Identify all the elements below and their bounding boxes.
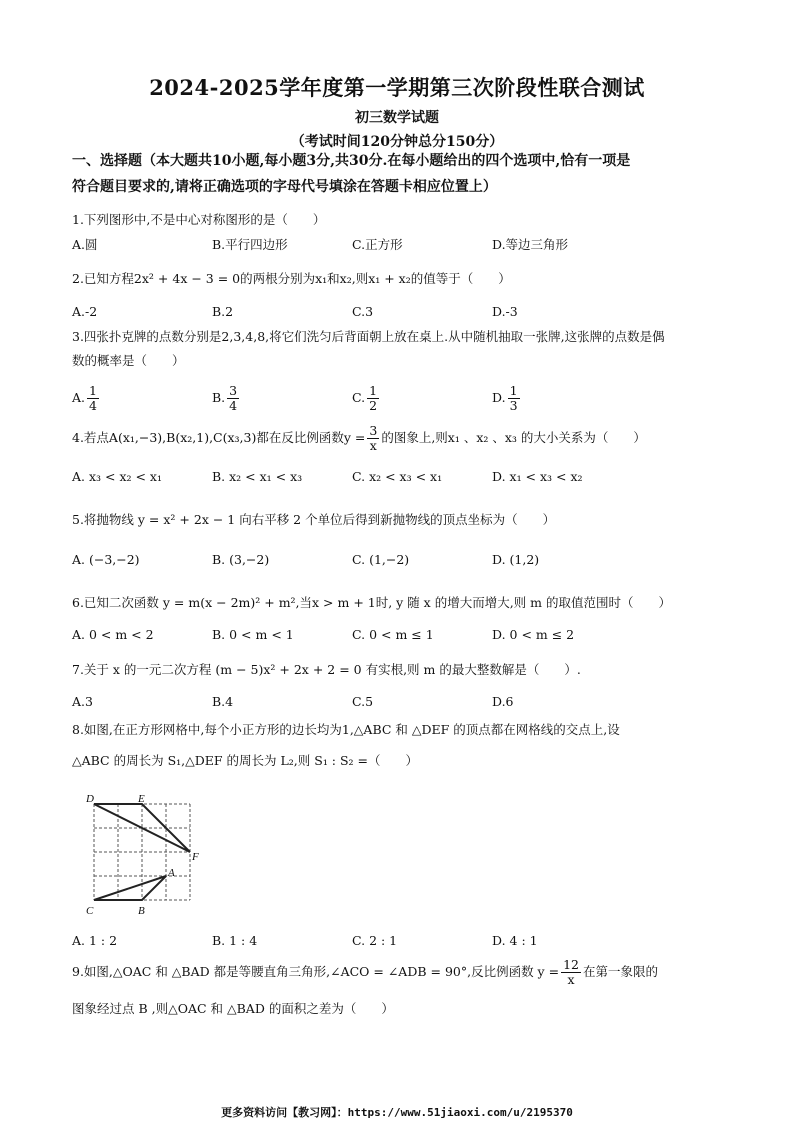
- question-9-stem: [72, 958, 722, 992]
- grid-lines: [94, 804, 190, 900]
- option-letter: C.: [352, 390, 366, 405]
- question-2-options: [72, 301, 722, 325]
- question-7-options: [72, 691, 722, 715]
- question-8-stem-line1: 8.如图,在正方形网格中,每个小正方形的边长均为1,△ABC 和 △DEF 的顶点都在网格线的交点上,设: [72, 722, 620, 737]
- option-letter: D.: [492, 390, 506, 405]
- numerator: 3: [229, 383, 238, 398]
- option-d: D. (1,2): [492, 552, 540, 567]
- option-d: [492, 384, 522, 413]
- option-b: B.2: [212, 304, 234, 319]
- option-d: D.6: [492, 694, 514, 709]
- exam-info: （考试时间120分钟总分150分）: [290, 134, 504, 150]
- option-a: A. 1 : 2: [72, 933, 118, 948]
- question-8-stem-line2: △ABC 的周长为 S₁,△DEF 的周长为 L₂,则 S₁ : S₂ =（ ）: [72, 753, 419, 768]
- option-b: B. (3,−2): [212, 552, 270, 567]
- exam-title: 2024-2025学年度第一学期第三次阶段性联合测试: [149, 75, 645, 100]
- denominator: 4: [229, 398, 238, 413]
- numerator: 1: [509, 383, 518, 398]
- denominator: x: [369, 438, 377, 453]
- option-c: C. 0 < m ≤ 1: [352, 627, 434, 642]
- option-d: D. 0 < m ≤ 2: [492, 627, 575, 642]
- question-6-options: [72, 624, 722, 648]
- question-2-stem: 2.已知方程2x² + 4x − 3 = 0的两根分别为x₁和x₂,则x₁ + x₂的值等于（ ）: [72, 271, 511, 286]
- fraction: [87, 384, 99, 413]
- label-b: B: [138, 905, 145, 917]
- option-a: A. x₃ < x₂ < x₁: [72, 469, 162, 484]
- denominator: x: [567, 972, 575, 987]
- question-5-stem: 5.将抛物线 y = x² + 2x − 1 向右平移 2 个单位后得到新抛物线的顶点坐标为（ ）: [72, 512, 556, 527]
- fraction: [227, 384, 239, 413]
- denominator: 3: [509, 398, 518, 413]
- section-heading-line2: 符合题目要求的,请将正确选项的字母代号填涂在答题卡相应位置上）: [72, 179, 497, 195]
- option-b: B. 1 : 4: [212, 933, 258, 948]
- numerator: 1: [369, 383, 378, 398]
- question-1-stem: 1.下列图形中,不是中心对称图形的是（ ）: [72, 212, 326, 227]
- fraction: [367, 384, 379, 413]
- question-6-stem: 6.已知二次函数 y = m(x − 2m)² + m²,当x > m + 1时, y 随 x 的增大而增大,则 m 的取值范围时（ ）: [72, 595, 671, 610]
- option-b: B.平行四边形: [212, 237, 288, 252]
- option-b: [212, 384, 241, 413]
- numerator: 1: [89, 383, 97, 398]
- stem-text: 4.若点A(x₁,−3),B(x₂,1),C(x₃,3)都在反比例函数y =: [72, 430, 366, 445]
- grid-figure: [86, 792, 216, 924]
- section-heading-line1: 一、选择题（本大题共10小题,每小题3分,共30分.在每小题给出的四个选项中,恰有一项是: [72, 153, 631, 169]
- option-d: D.-3: [492, 304, 518, 319]
- option-letter: A.: [72, 390, 86, 405]
- option-d: D.等边三角形: [492, 237, 569, 252]
- question-8-options: [72, 930, 722, 954]
- option-c: C.3: [352, 304, 374, 319]
- question-3-stem-line1: 3.四张扑克牌的点数分别是2,3,4,8,将它们洗匀后背面朝上放在桌上.从中随机抽取一张牌,这张牌的点数是偶: [72, 329, 665, 344]
- option-letter: B.: [212, 390, 226, 405]
- denominator: 4: [89, 398, 97, 413]
- question-4-stem: [72, 424, 722, 458]
- option-b: B. x₂ < x₁ < x₃: [212, 469, 303, 484]
- option-a: A. (−3,−2): [72, 552, 140, 567]
- option-a: A.圆: [72, 237, 98, 252]
- option-c: C.正方形: [352, 237, 403, 252]
- option-d: D. 4 : 1: [492, 933, 538, 948]
- option-c: C.5: [352, 694, 374, 709]
- question-3-options: [72, 378, 722, 414]
- option-c: C. 2 : 1: [352, 933, 398, 948]
- fraction: [508, 384, 520, 413]
- label-a: A: [168, 867, 175, 879]
- question-9-stem-line2: 图象经过点 B ,则△OAC 和 △BAD 的面积之差为（ ）: [72, 1001, 394, 1016]
- label-d: D: [86, 793, 94, 805]
- stem-text: 的图象上,则x₁ 、x₂ 、x₃ 的大小关系为（ ）: [381, 430, 646, 445]
- label-f: F: [192, 851, 199, 863]
- stem-text: 在第一象限的: [582, 964, 658, 979]
- stem-text: 9.如图,△OAC 和 △BAD 都是等腰直角三角形,∠ACO = ∠ADB = 90°,反比例函数 y =: [72, 964, 560, 979]
- option-c: C. (1,−2): [352, 552, 410, 567]
- section-heading: [72, 148, 732, 200]
- option-a: A. 0 < m < 2: [72, 627, 154, 642]
- footer-link[interactable]: 更多资料访问【教习网】：https://www.51jiaoxi.com/u/2195370: [221, 1106, 573, 1119]
- question-7-stem: 7.关于 x 的一元二次方程 (m − 5)x² + 2x + 2 = 0 有实根,则 m 的最大整数解是（ ）.: [72, 662, 581, 677]
- fraction: [367, 424, 379, 453]
- question-1-options: [72, 234, 722, 258]
- question-5-options: [72, 549, 722, 573]
- label-e: E: [138, 793, 145, 805]
- exam-subject: 初三数学试题: [355, 110, 439, 126]
- option-a: [72, 384, 101, 413]
- option-b: B.4: [212, 694, 234, 709]
- question-4-options: [72, 466, 722, 490]
- option-b: B. 0 < m < 1: [212, 627, 294, 642]
- option-c: C. x₂ < x₃ < x₁: [352, 469, 443, 484]
- option-a: A.3: [72, 694, 93, 709]
- numerator: 3: [369, 423, 378, 438]
- label-c: C: [86, 905, 94, 917]
- question-3-stem-line2: 数的概率是（ ）: [72, 353, 185, 368]
- option-d: D. x₁ < x₃ < x₂: [492, 469, 583, 484]
- option-a: A.-2: [72, 304, 98, 319]
- denominator: 2: [369, 398, 378, 413]
- option-c: [352, 384, 381, 413]
- fraction: [561, 958, 581, 987]
- triangle-abc: [94, 876, 166, 900]
- numerator: 12: [563, 957, 579, 972]
